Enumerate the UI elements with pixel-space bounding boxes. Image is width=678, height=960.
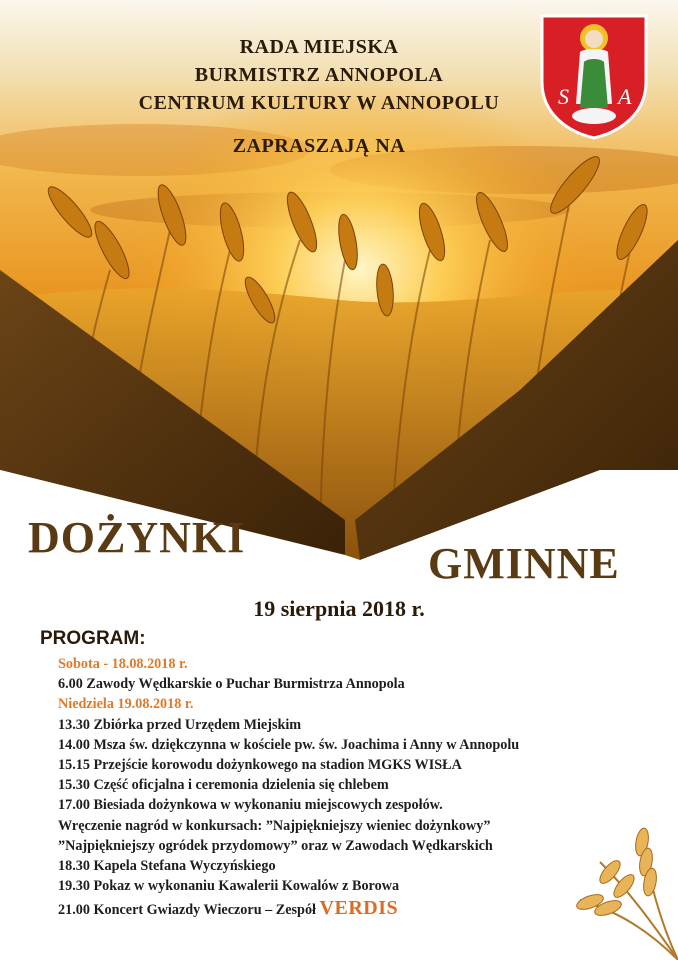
event-date: 19 sierpnia 2018 r.: [253, 596, 425, 621]
coat-of-arms-icon: [538, 12, 650, 140]
program-day-saturday: Sobota - 18.08.2018 r.: [58, 656, 188, 672]
program-item: 15.15 Przejście korowodu dożynkowego na stadion MGKS WISŁA: [58, 757, 462, 774]
program-heading: PROGRAM:: [40, 628, 146, 649]
organizer-line-1: RADA MIEJSKA: [239, 36, 399, 58]
final-concert-text: 21.00 Koncert Gwiazdy Wieczoru – Zespół: [58, 902, 320, 919]
crest-letter-right: A: [618, 84, 632, 109]
program-item: 17.00 Biesiada dożynkowa w wykonaniu miejscowych zespołów.: [58, 797, 443, 814]
program-item: 15.30 Część oficjalna i ceremonia dzielenia się chlebem: [58, 777, 389, 794]
wheat-ears-icon: [560, 812, 678, 960]
program-item: 6.00 Zawody Wędkarskie o Puchar Burmistrza Annopola: [58, 676, 405, 693]
program-day-sunday: Niedziela 19.08.2018 r.: [58, 696, 194, 713]
organizer-line-2: BURMISTRZ ANNOPOLA: [194, 64, 444, 86]
program-item: 18.30 Kapela Stefana Wyczyńskiego: [58, 858, 276, 875]
program-item: 13.30 Zbiórka przed Urzędem Miejskim: [58, 716, 302, 733]
program-item: 14.00 Msza św. dziękczynna w kościele pw. św. Joachima i Anny w Annopolu: [58, 736, 520, 753]
organizer-line-3: CENTRUM KULTURY W ANNOPOLU: [138, 92, 500, 114]
program-item: ”Najpiękniejszy ogródek przydomowy” oraz w Zawodach Wędkarskich: [58, 837, 493, 854]
invite-line: ZAPRASZAJĄ NA: [232, 135, 406, 157]
program-item: 19.30 Pokaz w wykonaniu Kawalerii Kowalów z Borowa: [58, 878, 400, 895]
title-dozynki: DOŻYNKI: [28, 513, 246, 562]
title-gminne: GMINNE: [428, 539, 620, 588]
program-item: Wręczenie nagród w konkursach: ”Najpiękniejszy wieniec dożynkowy”: [58, 817, 491, 834]
band-name-verdis: VERDIS: [319, 897, 399, 920]
crest-letter-left: S: [558, 84, 569, 109]
